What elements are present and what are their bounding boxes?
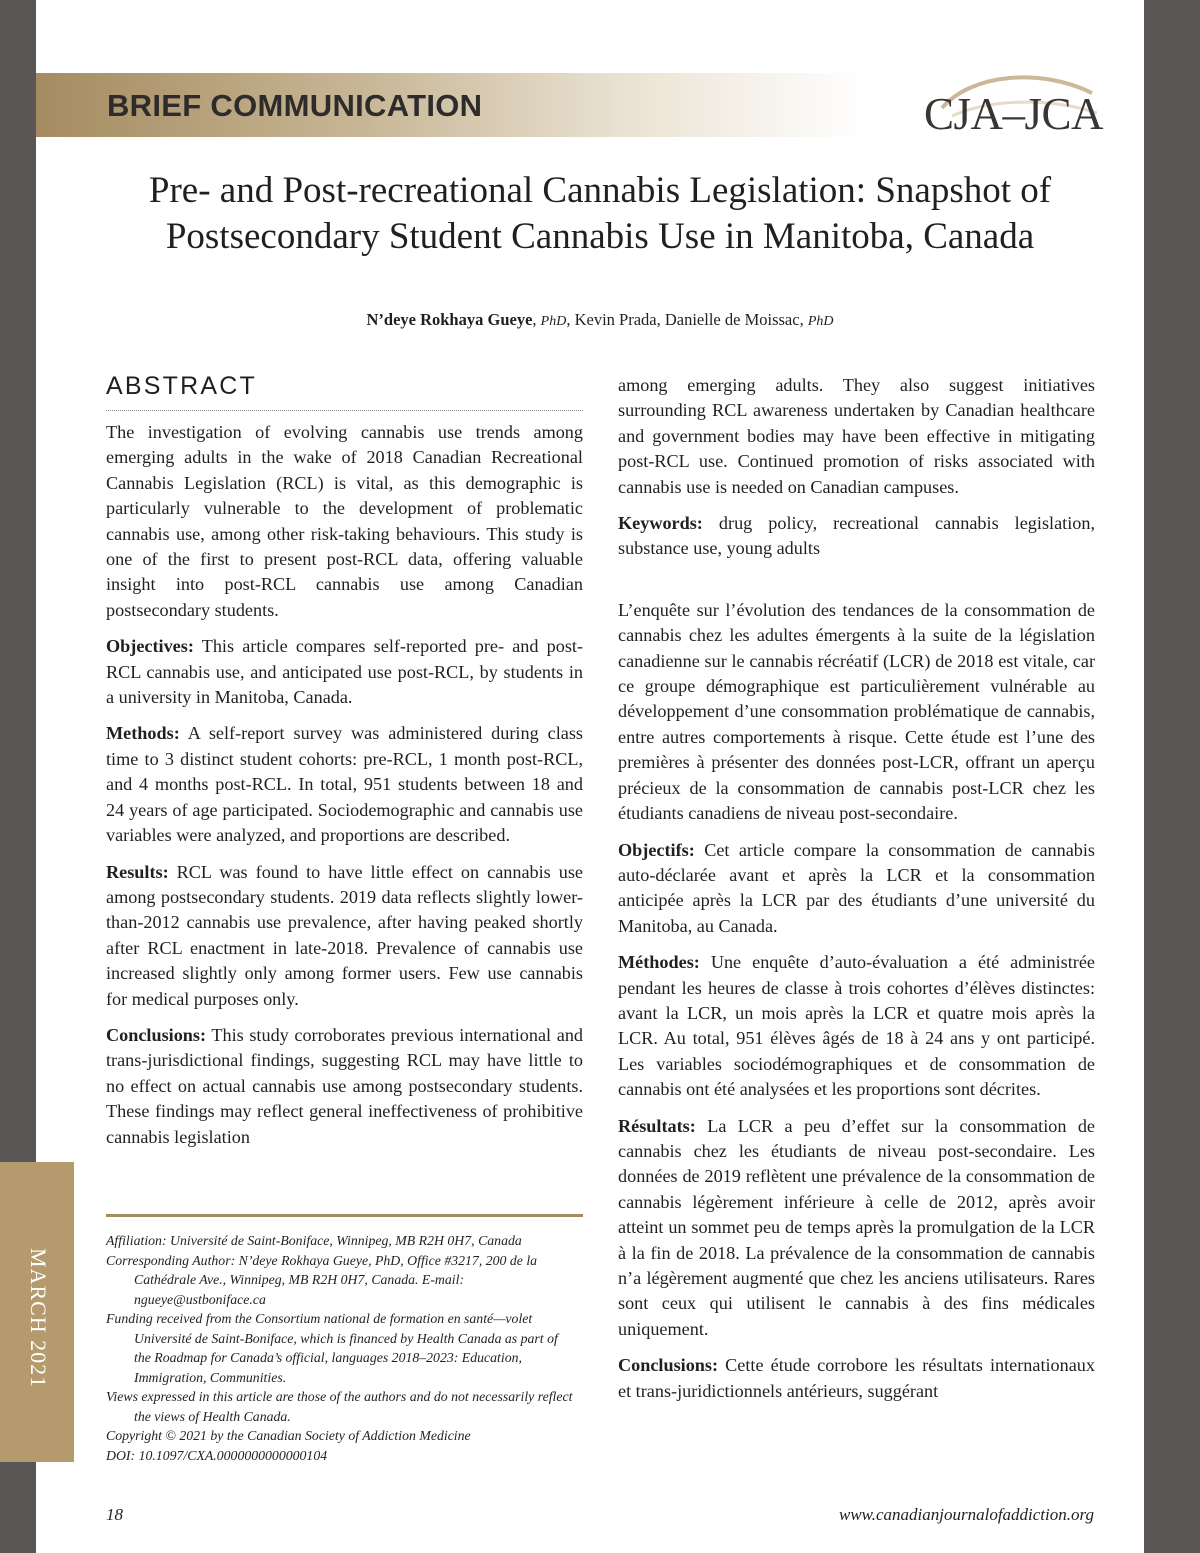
resume-conclusions-label: Conclusions: xyxy=(618,1355,719,1376)
methodes-text: Une enquête d’auto-évaluation a été administrée pendant les heures de classe à trois cohortes d’élèves distinctes: avant la LCR, un mois après la LCR et quatre mois après la LCR. Au total, 951 élèves âgés de 18 à 24 ans y ont participé. Les variables sociodémographiques et de consommation de cannabis ont été analysées et les proportions sont décrites. xyxy=(618,952,1096,1100)
corresponding-author-note: Corresponding Author: N’deye Rokhaya Gueye, PhD, Office #3217, 200 de la Cathédrale Ave., Winnipeg, MB R2H 0H7, Canada. E-mail: ngueye@ustboniface.ca xyxy=(106,1252,538,1307)
author-name: Kevin Prada xyxy=(574,310,657,329)
objectifs-label: Objectifs: xyxy=(618,839,695,860)
conclusions-text: This study corroborates previous international and trans-jurisdictional findings, suggesting RCL may have little to no effect on actual cannabis use among postsecondary students. These findings may reflect general ineffectiveness of prohibitive cannabis legislation xyxy=(106,1024,584,1147)
resultats-label: Résultats: xyxy=(618,1115,696,1136)
keywords-label: Keywords: xyxy=(618,513,703,534)
methodes-label: Méthodes: xyxy=(618,952,700,973)
methods-label: Methods: xyxy=(106,723,180,744)
author-line: N’deye Rokhaya Gueye, PhD, Kevin Prada, Danielle de Moissac, PhD xyxy=(366,310,834,329)
resultats-text: La LCR a peu d’effet sur la consommation de cannabis chez les étudiants de niveau post-secondaire. Les données de 2019 reflètent une prévalence de la consommation de cannabis légèrement inférieure à celle de 2012, après avoir atteint un sommet peu de temps après la promulgation de la LCR à la fin de 2018. La prévalence de la consommation de cannabis n’a légèrement augmenté que chez les anciens utilisateurs. Rares sont ceux qui utilisent le cannabis à des fins médicales uniquement. xyxy=(618,1115,1095,1339)
abstract-left-column xyxy=(106,420,583,1161)
abstract-intro: The investigation of evolving cannabis use trends among emerging adults in the wake of 2018 Canadian Recreational Cannabis Legislation (RCL) is vital, as this demographic is particularly vulnerable to the development of problematic cannabis use, among other risk-taking behaviours. This study is one of the first to present post-RCL data, offering valuable insight into post-RCL cannabis use among Canadian postsecondary students. xyxy=(106,422,583,620)
page-number: 18 xyxy=(106,1505,123,1524)
footnote-divider xyxy=(106,1214,583,1217)
conclusions-label: Conclusions: xyxy=(106,1024,207,1045)
author-degree: PhD xyxy=(540,314,567,329)
keywords xyxy=(618,511,1095,562)
author-name: N’deye Rokhaya Gueye xyxy=(366,310,533,329)
funding-note: Funding received from the Consortium national de formation en santé—volet Université de Saint-Boniface, which is financed by Health Canada as part of the Roadmap for Canada’s official, languages 2018–2023: Education, Immigration, Communities. xyxy=(106,1311,558,1385)
results-text: RCL was found to have little effect on cannabis use among postsecondary students. 2019 data reflects slightly lower-than-2012 cannabis use prevalence, after having peaked shortly after RCL enactment in late-2018. Prevalence of cannabis use increased slightly only among former users. Few use cannabis for medical purposes only. xyxy=(106,861,583,1009)
abstract-objectives xyxy=(106,634,583,710)
keywords-text: drug policy, recreational cannabis legislation, substance use, young adults xyxy=(618,513,1096,559)
copyright-note: Copyright © 2021 by the Canadian Society of Addiction Medicine xyxy=(106,1428,471,1443)
resume-conclusions xyxy=(618,1353,1095,1404)
resume-methodes xyxy=(618,950,1095,1102)
methods-text: A self-report survey was administered during class time to 3 distinct student cohorts: pre-RCL, 1 month post-RCL, and 4 months post-RCL. In total, 951 students between 18 and 24 years of age participated. Sociodemographic and cannabis use variables were analyzed, and proportions are described. xyxy=(106,723,583,846)
author-degree: PhD xyxy=(807,314,834,329)
section-label: BRIEF COMMUNICATION xyxy=(107,88,483,123)
abstract-right-column xyxy=(618,373,1095,1415)
objectifs-text: Cet article compare la consommation de cannabis auto-déclarée avant et après la LCR et la consommation anticipée après la LCR par des étudiants d’une université du Manitoba, au Canada. xyxy=(618,839,1096,936)
abstract-conclusions xyxy=(106,1023,583,1150)
resume-objectifs xyxy=(618,838,1095,940)
issue-date: MARCH 2021 xyxy=(26,1248,51,1389)
affiliation-note: Affiliation: Université de Saint-Boniface, Winnipeg, MB R2H 0H7, Canada xyxy=(106,1233,522,1248)
abstract-conclusions-continued: among emerging adults. They also suggest initiatives surrounding RCL awareness undertaken by Canadian healthcare and government bodies may have been effective in mitigating post-RCL use. Continued promotion of risks associated with cannabis use is needed on Canadian campuses. xyxy=(618,375,1095,497)
journal-logo: CJA–JCA xyxy=(924,89,1104,139)
resume-conclusions-text: Cette étude corrobore les résultats internationaux et trans-juridictionnels antérieurs, suggérant xyxy=(618,1355,1095,1401)
abstract-heading: ABSTRACT xyxy=(106,372,257,400)
right-margin-bar xyxy=(1144,0,1200,1553)
author-name: Danielle de Moissac xyxy=(664,310,800,329)
journal-website-link[interactable]: www.canadianjournalofaddiction.org xyxy=(838,1505,1094,1524)
objectives-text: This article compares self-reported pre- and post-RCL cannabis use, and anticipated use post-RCL, by students in a university in Manitoba, Canada. xyxy=(106,636,584,708)
footnotes xyxy=(106,1231,576,1465)
doi-note: DOI: 10.1097/CXA.0000000000000104 xyxy=(106,1447,328,1463)
abstract-results xyxy=(106,860,583,1012)
results-label: Results: xyxy=(106,861,169,882)
article-title: Pre- and Post-recreational Cannabis Legislation: Snapshot of Postsecondary Student Cannabis Use in Manitoba, Canada xyxy=(148,170,1052,257)
views-note: Views expressed in this article are those of the authors and do not necessarily reflect the views of Health Canada. xyxy=(106,1389,573,1424)
abstract-methods xyxy=(106,721,583,848)
resume-intro: L’enquête sur l’évolution des tendances de la consommation de cannabis chez les adultes émergents à la suite de la législation canadienne sur le cannabis récréatif (LCR) de 2018 est vitale, car ce groupe démographique est particulièrement vulnérable au développement d’une consommation problématique de cannabis, entre autres comportements à risque. Cette étude est l’une des premières à présenter des données post-LCR, offrant un aperçu précieux de la consommation de cannabis post-LCR chez les étudiants canadiens de niveau post-secondaire. xyxy=(618,599,1095,824)
resume-resultats xyxy=(618,1114,1095,1343)
objectives-label: Objectives: xyxy=(106,636,194,657)
heading-divider xyxy=(106,410,583,411)
